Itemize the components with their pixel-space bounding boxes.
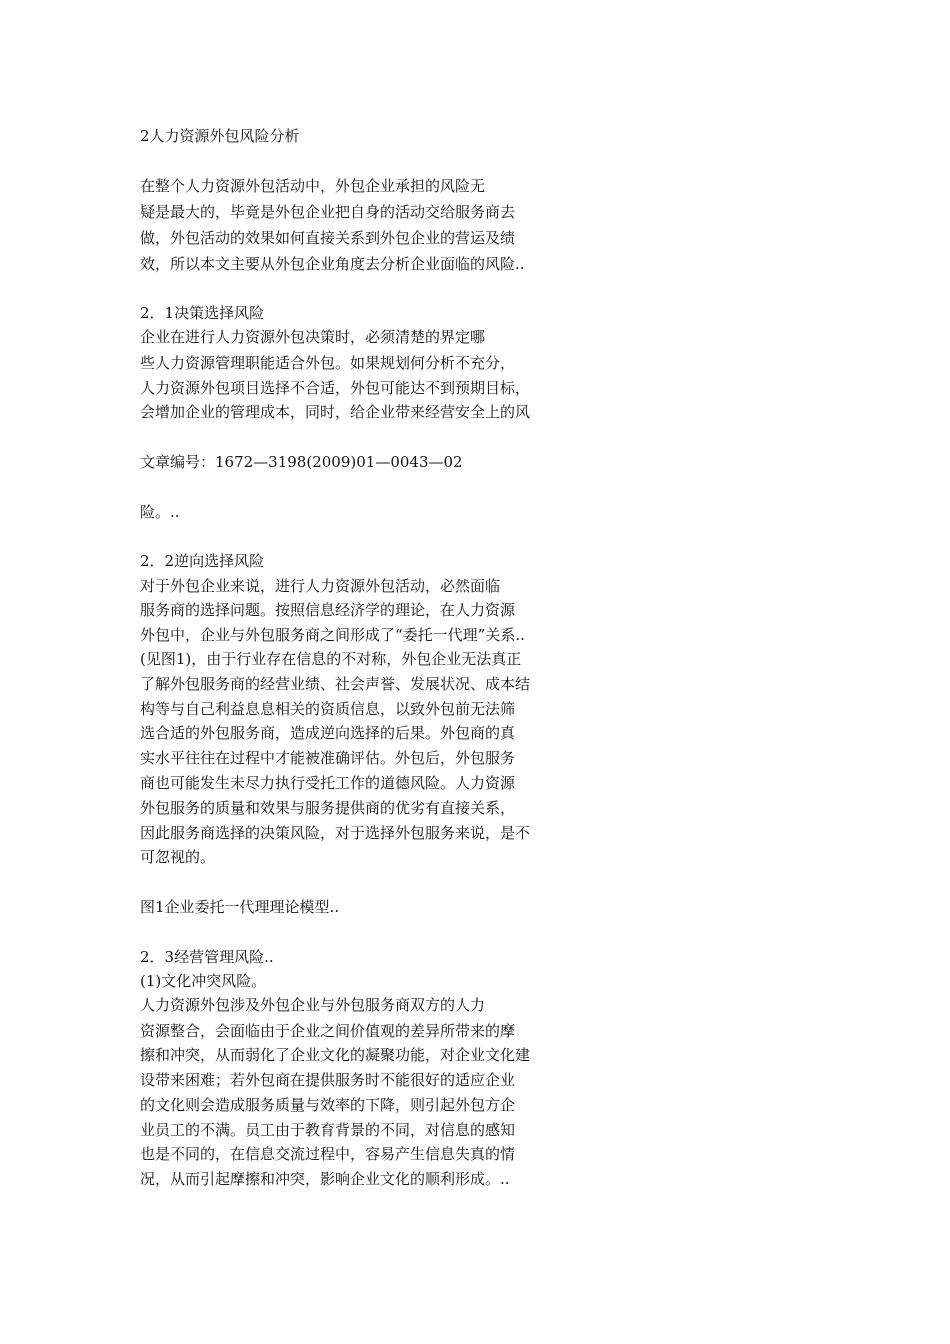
paragraph-line: 疑是最大的，毕竟是外包企业把自身的活动交给服务商去: [140, 203, 516, 221]
paragraph-line: (见图1)，由于行业存在信息的不对称，外包企业无法真正: [140, 650, 522, 668]
paragraph-line: 构等与自己利益息息相关的资质信息，以致外包前无法筛: [140, 700, 516, 718]
paragraph-line: 况，从而引起摩擦和冲突，影响企业文化的顺利形成。..: [140, 1170, 510, 1188]
paragraph-line: 效，所以本文主要从外包企业角度去分析企业面临的风险..: [140, 255, 525, 273]
paragraph-line: 擦和冲突，从而弱化了企业文化的凝聚功能，对企业文化建: [140, 1046, 531, 1064]
paragraph-line: 险。..: [140, 503, 180, 521]
paragraph-line: 外包服务的质量和效果与服务提供商的优劣有直接关系，: [140, 799, 516, 817]
paragraph-line: 外包中，企业与外包服务商之间形成了“委托一代理”关系..: [140, 626, 525, 644]
figure-caption: 图1企业委托一代理理论模型..: [140, 898, 340, 916]
list-heading: (1)文化冲突风险。: [140, 972, 267, 990]
paragraph-line: 服务商的选择问题。按照信息经济学的理论，在人力资源: [140, 601, 516, 619]
article-number: 文章编号：1672—3198(2009)01—0043—02: [140, 453, 463, 471]
subsection-heading: 2．1决策选择风险: [140, 304, 265, 322]
paragraph-line: 些人力资源管理职能适合外包。如果规划何分析不充分，: [140, 354, 516, 372]
paragraph-line: 设带来困难；若外包商在提供服务时不能很好的适应企业: [140, 1071, 516, 1089]
paragraph-line: 可忽视的。: [140, 848, 216, 866]
paragraph-line: 企业在进行人力资源外包决策时，必须清楚的界定哪: [140, 328, 486, 346]
paragraph-line: 商也可能发生未尽力执行受托工作的道德风险。人力资源: [140, 774, 516, 792]
paragraph-line: 业员工的不满。员工由于教育背景的不同，对信息的感知: [140, 1121, 516, 1139]
paragraph-line: 资源整合，会面临由于企业之间价值观的差异所带来的摩: [140, 1022, 516, 1040]
paragraph-line: 实水平往往在过程中才能被准确评估。外包后，外包服务: [140, 749, 516, 767]
paragraph-line: 做，外包活动的效果如何直接关系到外包企业的营运及绩: [140, 229, 516, 247]
paragraph-line: 的文化则会造成服务质量与效率的下降，则引起外包方企: [140, 1096, 516, 1114]
section-heading: 2人力资源外包风险分析: [140, 127, 300, 145]
paragraph-line: 也是不同的，在信息交流过程中，容易产生信息失真的情: [140, 1145, 516, 1163]
paragraph-line: 会增加企业的管理成本，同时，给企业带来经营安全上的风: [140, 403, 531, 421]
paragraph-line: 人力资源外包涉及外包企业与外包服务商双方的人力: [140, 996, 486, 1014]
subsection-heading: 2．2逆向选择风险: [140, 552, 265, 570]
paragraph-line: 对于外包企业来说，进行人力资源外包活动，必然面临: [140, 577, 501, 595]
paragraph-line: 因此服务商选择的决策风险，对于选择外包服务来说，是不: [140, 824, 531, 842]
paragraph-line: 选合适的外包服务商，造成逆向选择的后果。外包商的真: [140, 724, 516, 742]
paragraph-line: 了解外包服务商的经营业绩、社会声誉、发展状况、成本结: [140, 675, 531, 693]
subsection-heading: 2．3经营管理风险..: [140, 948, 274, 966]
paragraph-line: 在整个人力资源外包活动中，外包企业承担的风险无: [140, 177, 486, 195]
paragraph-line: 人力资源外包项目选择不合适，外包可能达不到预期目标，: [140, 379, 531, 397]
